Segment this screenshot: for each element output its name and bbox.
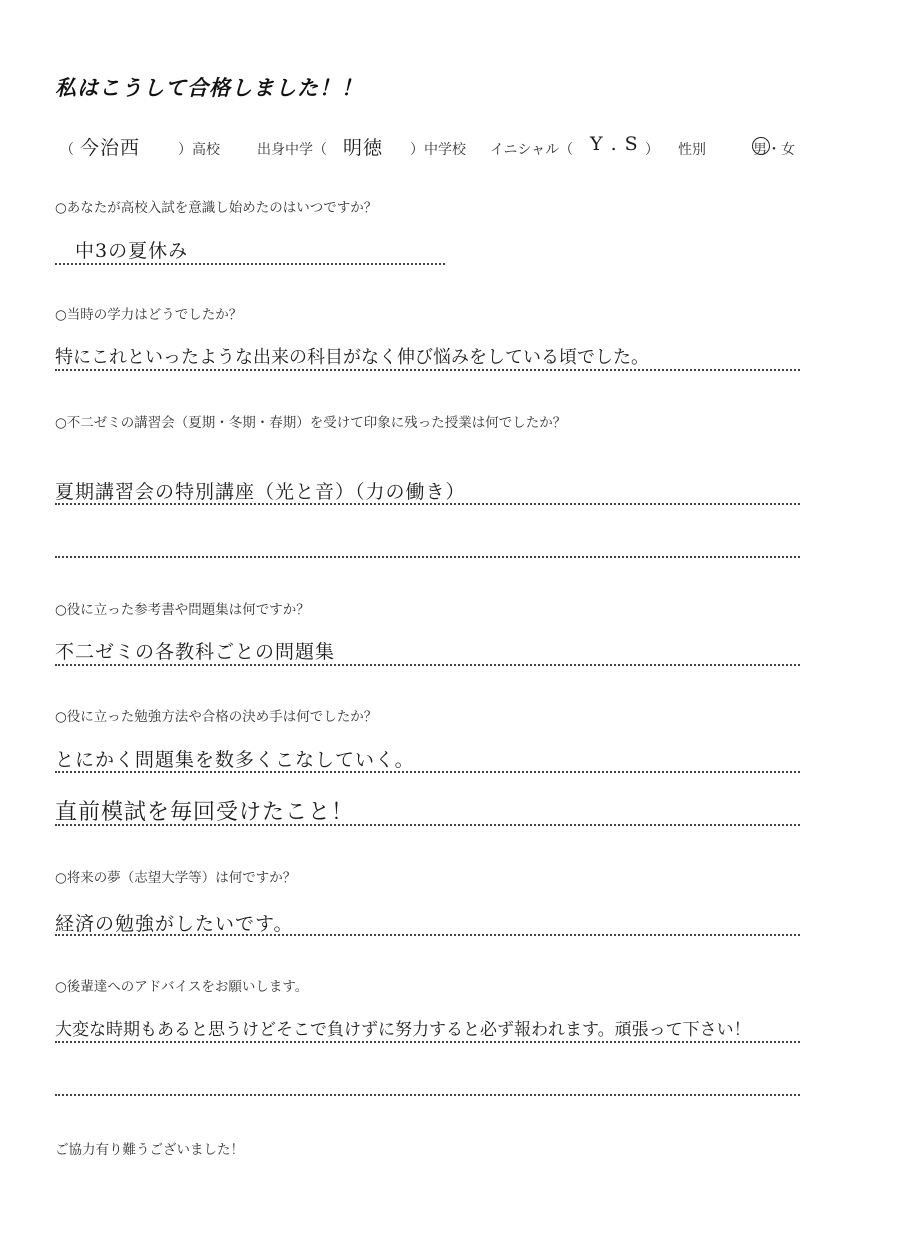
- answer-4-line-1: 不二ゼミの各教科ごとの問題集: [55, 641, 336, 663]
- initial-label: イニシャル（: [490, 142, 574, 158]
- answer-2-line-1: 特にこれといったような出来の科目がなく伸び悩みをしている頃でした。: [55, 347, 649, 368]
- answer-1-line-1: 中3の夏休み: [75, 240, 189, 262]
- gender-options: 男・女: [753, 142, 795, 158]
- answer-line: [55, 1094, 800, 1096]
- question-2: ○当時の学力はどうでしたか？: [55, 307, 243, 323]
- answer-7-line-1: 大変な時期もあると思うけどそこで負けずに努力すると必ず報われます。頑張って下さい！: [55, 1020, 751, 1040]
- answer-line: [55, 771, 800, 773]
- question-3: ○不二ゼミの講習会（夏期・冬期・春期）を受けて印象に残った授業は何でしたか？: [55, 415, 567, 431]
- page-title: 私はこうして合格しました！！: [55, 76, 363, 100]
- school-label: ）高校: [178, 142, 220, 158]
- answer-line: [55, 556, 800, 558]
- answer-6-line-1: 経済の勉強がしたいです。: [55, 913, 294, 935]
- initial-close: ）: [645, 142, 659, 158]
- middle-school-value: 明徳: [343, 137, 384, 159]
- middle-school-label: 出身中学（: [257, 142, 327, 158]
- closing-thanks: ご協力有り難うございました！: [55, 1142, 244, 1158]
- question-6: ○将来の夢（志望大学等）は何ですか？: [55, 870, 297, 886]
- paren-open: （: [60, 142, 74, 158]
- question-1: ○あなたが高校入試を意識し始めたのはいつですか？: [55, 200, 378, 216]
- gender-label: 性別: [678, 142, 706, 158]
- answer-5-line-1: とにかく問題集を数多くこなしていく。: [55, 749, 415, 771]
- answer-line: [55, 824, 800, 826]
- middle-school-suffix: ）中学校: [410, 142, 466, 158]
- answer-line: [55, 503, 800, 505]
- answer-line: [55, 664, 800, 666]
- answer-line: [55, 1041, 800, 1043]
- answer-3-line-1: 夏期講習会の特別講座（光と音）（力の働き）: [55, 481, 466, 503]
- question-5: ○役に立った勉強方法や合格の決め手は何でしたか？: [55, 709, 378, 725]
- school-value: 今治西: [80, 137, 141, 159]
- answer-line: [55, 263, 445, 265]
- answer-5-line-2: 直前模試を毎回受けたこと！: [55, 800, 355, 825]
- initial-value: Y . S: [590, 133, 639, 155]
- question-7: ○後輩達へのアドバイスをお願いします。: [55, 979, 309, 995]
- question-4: ○役に立った参考書や問題集は何ですか？: [55, 602, 310, 618]
- answer-line: [55, 369, 800, 371]
- answer-line: [55, 934, 800, 936]
